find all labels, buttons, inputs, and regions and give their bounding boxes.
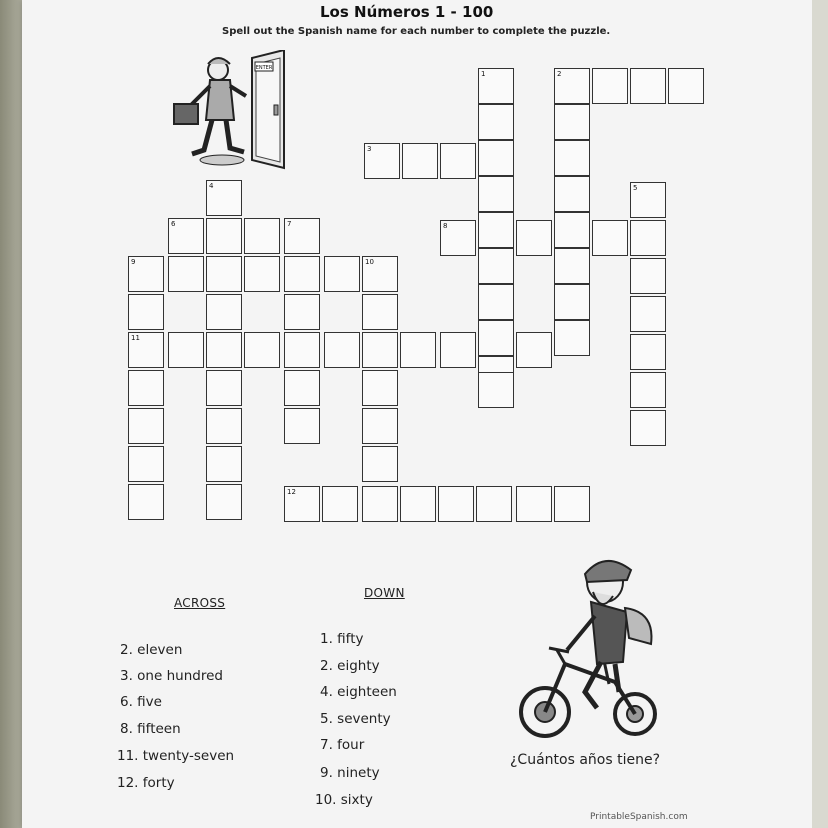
old-man-on-bicycle-illustration — [505, 552, 670, 742]
crossword-cell[interactable] — [206, 446, 242, 482]
crossword-cell[interactable] — [128, 408, 164, 444]
crossword-cell[interactable] — [284, 408, 320, 444]
crossword-cell[interactable] — [478, 212, 514, 248]
crossword-cell[interactable] — [168, 256, 204, 292]
crossword-cell[interactable] — [362, 486, 398, 522]
across-clue: 3. one hundred — [120, 668, 223, 684]
clue-number: 3 — [367, 145, 372, 153]
crossword-cell[interactable] — [128, 446, 164, 482]
crossword-cell[interactable] — [630, 410, 666, 446]
crossword-cell[interactable] — [284, 370, 320, 406]
crossword-cell[interactable] — [400, 486, 436, 522]
crossword-cell[interactable] — [128, 294, 164, 330]
crossword-cell[interactable] — [438, 486, 474, 522]
across-clue: 11. twenty-seven — [117, 748, 235, 764]
crossword-cell[interactable] — [516, 220, 552, 256]
crossword-cell[interactable] — [478, 320, 514, 356]
clue-number: 4 — [209, 182, 214, 190]
crossword-cell[interactable] — [206, 370, 242, 406]
crossword-cell[interactable] — [206, 332, 242, 368]
crossword-cell[interactable] — [244, 332, 280, 368]
crossword-cell[interactable] — [324, 256, 360, 292]
across-clue: 12. forty — [117, 775, 175, 791]
crossword-cell[interactable] — [554, 320, 590, 356]
crossword-cell[interactable] — [554, 140, 590, 176]
clue-number: 10 — [365, 258, 374, 266]
crossword-cell[interactable] — [630, 334, 666, 370]
door-sign-text: ENTER — [255, 65, 273, 71]
crossword-cell[interactable] — [400, 332, 436, 368]
crossword-cell[interactable] — [516, 332, 552, 368]
crossword-cell[interactable] — [478, 248, 514, 284]
down-clue: 1. fifty — [320, 631, 364, 647]
down-clue: 9. ninety — [320, 765, 380, 781]
crossword-cell[interactable] — [440, 332, 476, 368]
page-instructions: Spell out the Spanish name for each number to complete the puzzle. — [222, 26, 611, 37]
crossword-cell[interactable] — [128, 370, 164, 406]
clue-number: 12 — [287, 488, 296, 496]
crossword-cell[interactable] — [478, 284, 514, 320]
crossword-cell[interactable] — [440, 143, 476, 179]
crossword-cell[interactable] — [516, 486, 552, 522]
crossword-cell[interactable] — [284, 294, 320, 330]
across-clue: 6. five — [120, 694, 162, 710]
down-clue: 5. seventy — [320, 711, 391, 727]
bicycle-caption: ¿Cuántos años tiene? — [510, 752, 661, 768]
crossword-cell[interactable] — [402, 143, 438, 179]
clue-number: 5 — [633, 184, 638, 192]
clue-number: 2 — [557, 70, 562, 78]
crossword-cell[interactable] — [554, 284, 590, 320]
man-entering-door-illustration — [160, 50, 295, 175]
down-clue: 2. eighty — [320, 658, 380, 674]
down-clue: 4. eighteen — [320, 684, 397, 700]
clue-number: 11 — [131, 334, 140, 342]
crossword-cell[interactable] — [476, 486, 512, 522]
page-title: Los Números 1 - 100 — [320, 3, 494, 21]
crossword-cell[interactable] — [324, 332, 360, 368]
clue-number: 7 — [287, 220, 292, 228]
crossword-cell[interactable] — [554, 104, 590, 140]
crossword-cell[interactable] — [362, 332, 398, 368]
crossword-cell[interactable] — [630, 296, 666, 332]
down-heading: DOWN — [364, 586, 405, 600]
clue-number: 9 — [131, 258, 136, 266]
crossword-cell[interactable] — [554, 212, 590, 248]
crossword-cell[interactable] — [206, 408, 242, 444]
desk-background-right — [812, 0, 828, 828]
clue-number: 1 — [481, 70, 486, 78]
across-heading: ACROSS — [174, 596, 226, 610]
crossword-cell[interactable] — [478, 372, 514, 408]
crossword-cell[interactable] — [362, 446, 398, 482]
crossword-cell[interactable] — [630, 258, 666, 294]
crossword-cell[interactable] — [554, 176, 590, 212]
crossword-cell[interactable] — [630, 372, 666, 408]
crossword-cell[interactable] — [478, 104, 514, 140]
source-footer: PrintableSpanish.com — [590, 812, 688, 822]
crossword-cell[interactable] — [284, 332, 320, 368]
down-clue: 10. sixty — [315, 792, 373, 808]
crossword-cell[interactable] — [554, 486, 590, 522]
crossword-cell[interactable] — [128, 484, 164, 520]
crossword-cell[interactable] — [362, 408, 398, 444]
crossword-cell[interactable] — [322, 486, 358, 522]
crossword-cell[interactable] — [206, 256, 242, 292]
across-clue: 2. eleven — [120, 642, 183, 658]
across-clue: 8. fifteen — [120, 721, 181, 737]
crossword-cell[interactable] — [668, 68, 704, 104]
crossword-cell[interactable] — [244, 256, 280, 292]
crossword-cell[interactable] — [362, 294, 398, 330]
crossword-cell[interactable] — [284, 256, 320, 292]
crossword-cell[interactable] — [592, 220, 628, 256]
clue-number: 8 — [443, 222, 448, 230]
crossword-cell[interactable] — [168, 332, 204, 368]
crossword-cell[interactable] — [554, 248, 590, 284]
crossword-cell[interactable] — [206, 294, 242, 330]
crossword-cell[interactable] — [478, 176, 514, 212]
crossword-cell[interactable] — [630, 68, 666, 104]
crossword-cell[interactable] — [478, 140, 514, 176]
crossword-cell[interactable] — [362, 370, 398, 406]
crossword-cell[interactable] — [244, 218, 280, 254]
crossword-cell[interactable] — [592, 68, 628, 104]
crossword-cell[interactable] — [206, 218, 242, 254]
crossword-cell[interactable] — [630, 220, 666, 256]
clue-number: 6 — [171, 220, 176, 228]
crossword-cell[interactable] — [206, 484, 242, 520]
down-clue: 7. four — [320, 737, 365, 753]
